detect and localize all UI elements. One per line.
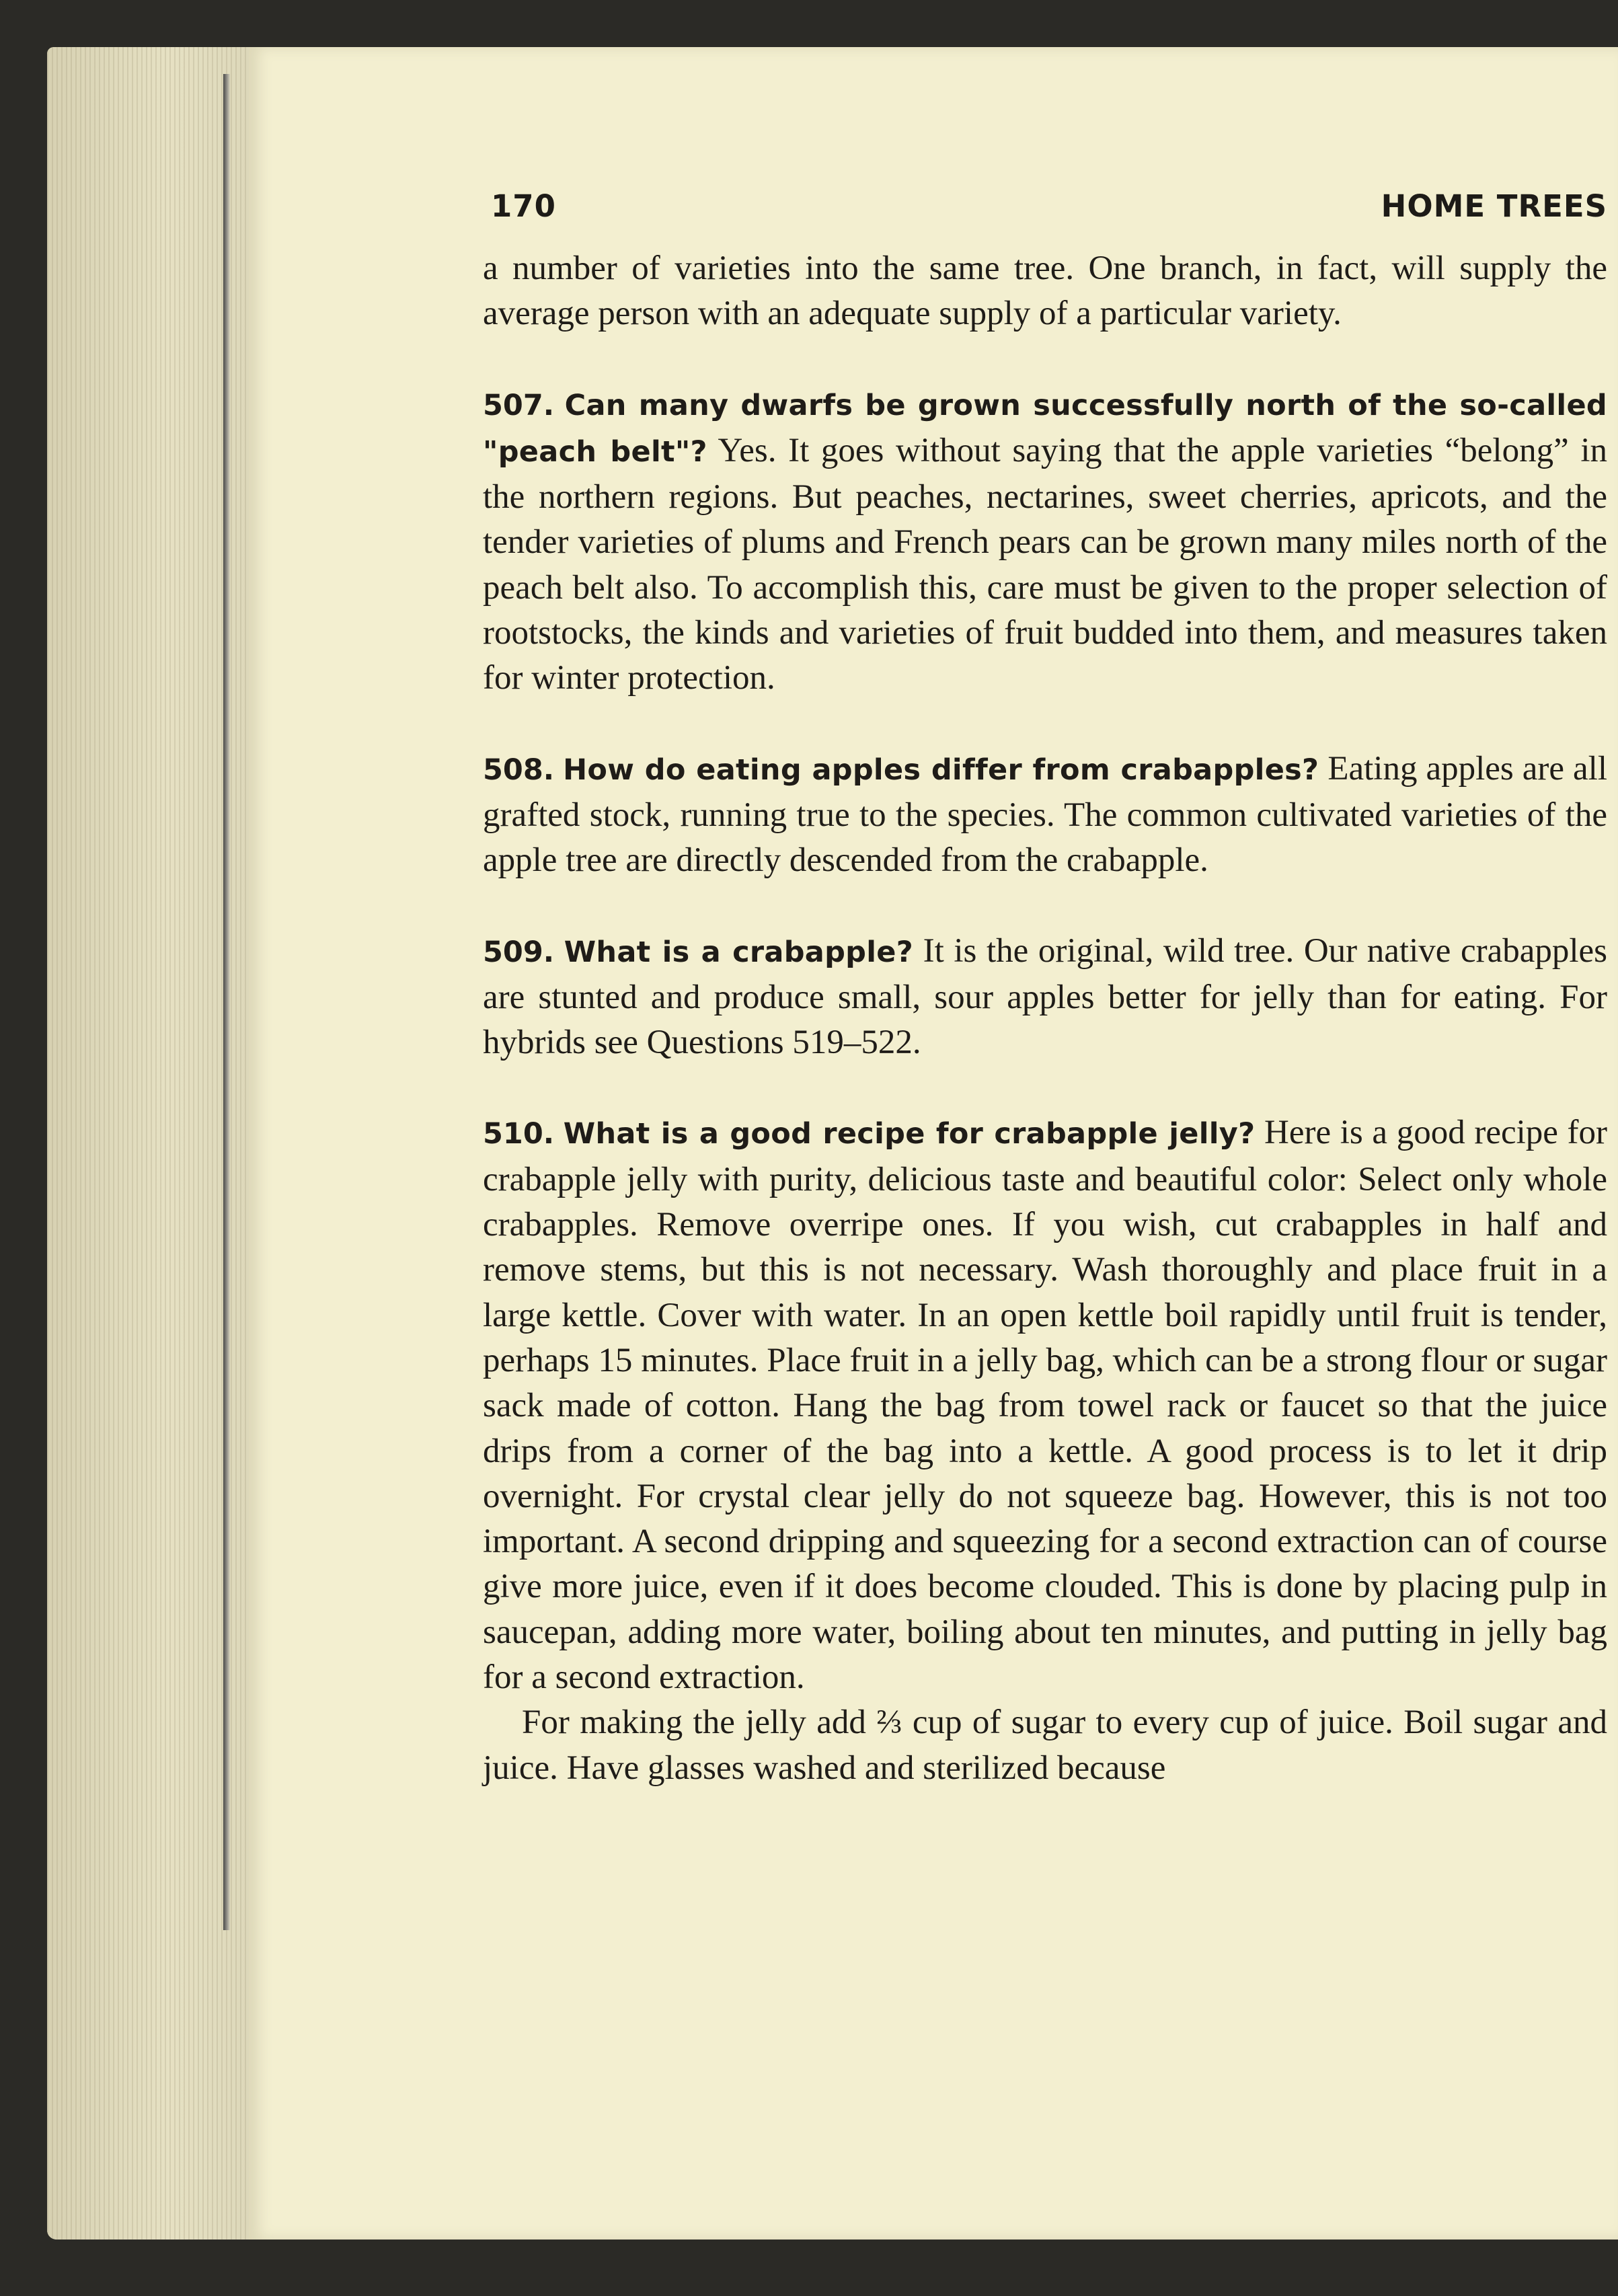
question-508 [483, 747, 1607, 884]
question-heading: How do eating apples differ from crabapples? [563, 753, 1319, 787]
running-title: HOME TREES [1381, 188, 1607, 224]
question-507 [483, 382, 1607, 701]
question-number: 507. [483, 388, 555, 422]
continuation-paragraph: a number of varieties into the same tree. One branch, in fact, will supply the average person with an adequate supply of a particular variety. [483, 250, 1607, 333]
question-heading: What is a crabapple? [564, 935, 914, 969]
page-body [483, 246, 1607, 1791]
final-paragraph: For making the jelly add ⅔ cup of sugar to every cup of juice. Boil sugar and juice. Have glasses washed and sterilized because [483, 1704, 1607, 1787]
question-number: 508. [483, 753, 555, 787]
answer-text: It is the original, wild tree. Our native crabapples are stunted and produce small, sour apples better for jelly than for eating. For hybrids see Questions 519–522. [483, 931, 1608, 1062]
answer-text: Eating apples are all grafted stock, running true to the species. The common cultivated varieties of the apple tree are directly descended from the crabapple. [483, 749, 1607, 880]
question-510 [483, 1110, 1607, 1700]
question-heading: Can many dwarfs be grown successfully north of the so-called "peach belt"? [483, 388, 1608, 469]
question-number: 509. [483, 935, 555, 969]
question-heading: What is a good recipe for crabapple jelly? [563, 1117, 1256, 1151]
page-edges [47, 47, 249, 2240]
answer-text: Yes. It goes without saying that the apple varieties “belong” in the northern regions. But peaches, nectarines, sweet cherries, apricots, and the tender varieties of plums and French pears can be grown many miles north of the peach belt also. To accomplish this, care must be given to the proper selection of rootstocks, the kinds and varieties of fruit budded into them, and measures taken for winter protection. [483, 431, 1608, 697]
spine-shadow [223, 74, 230, 1930]
question-number: 510. [483, 1117, 555, 1151]
page-number: 170 [491, 188, 556, 224]
running-head [491, 188, 1607, 235]
question-509 [483, 929, 1607, 1066]
answer-text: Here is a good recipe for crabapple jelly with purity, delicious taste and beautiful color: Select only whole crabapples. Remove overripe ones. If you wish, cut crabapples in half and remove stems, but this is not necessary. Wash thoroughly and place fruit in a large kettle. Cover with water. In an open kettle boil rapidly until fruit is tender, perhaps 15 minutes. Place fruit in a jelly bag, which can be a strong flour or sugar sack made of cotton. Hang the bag from towel rack or faucet so that the juice drips from a corner of the bag into a kettle. A good process is to let it drip overnight. For crystal clear jelly do not squeeze bag. However, this is not too important. A second dripping and squeezing for a second extraction can of course give more juice, even if it does become clouded. This is done by placing pulp in saucepan, adding more water, boiling about ten minutes, and putting in jelly bag for a second extraction. [483, 1114, 1608, 1697]
